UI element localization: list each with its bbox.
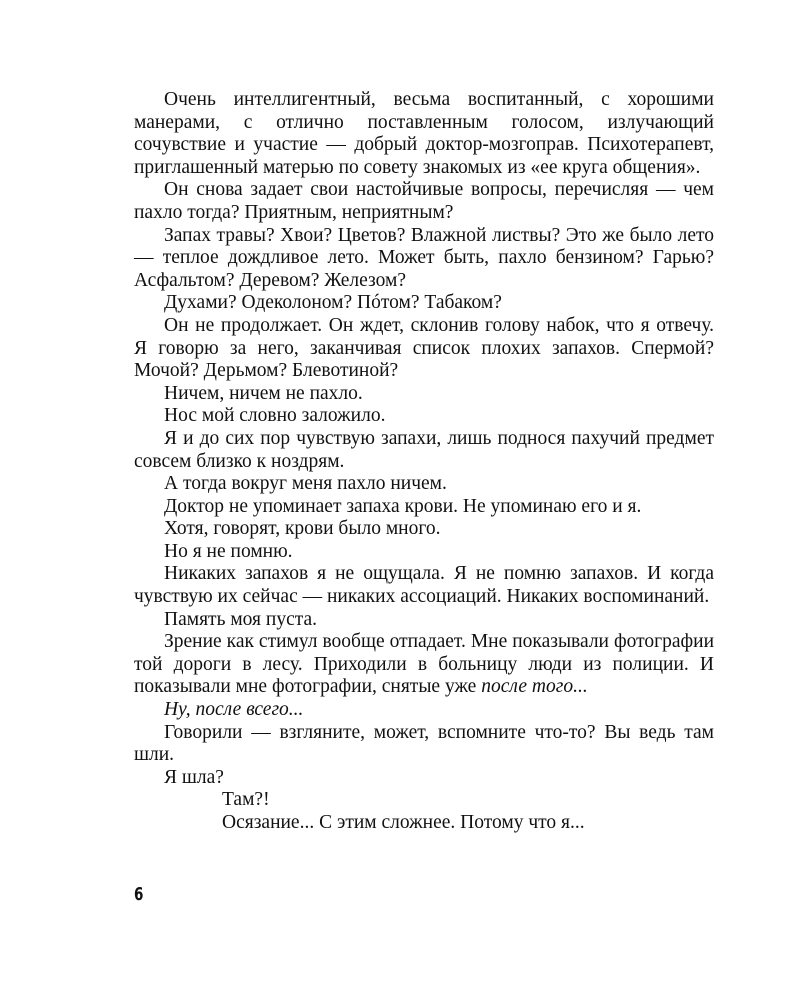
paragraph: Хотя, говорят, крови было много.: [164, 518, 441, 540]
paragraph: Говорили — взгляните, может, вспомните что-то? Вы ведь там шли.: [134, 721, 714, 766]
paragraph: Осязание... С этим сложнее. Потому что я...: [222, 812, 585, 833]
paragraph: Я шла?: [164, 766, 224, 788]
paragraph-text: Зрение как стимул вообще отпадает. Мне показывали фотографии той дороги в лесу. Приходили в больницу люди из полиции. И показывали мне фотографии, снятые уже: [134, 631, 714, 698]
paragraph: Никаких запахов я не ощущала. Я не помню запахов. И когда чувствую их сейчас — никаких ассоциаций. Никаких воспоминаний.: [134, 563, 714, 608]
paragraph: Память моя пуста.: [164, 608, 318, 630]
paragraph: Он не продолжает. Он ждет, склонив голову набок, что я отвечу. Я говорю за него, заканчивая список плохих запахов. Спермой? Мочой? Дерьмом? Блевотиной?: [134, 314, 714, 382]
paragraph: Запах травы? Хвои? Цветов? Влажной листвы? Это же было лето — теплое дождливое лето. Может быть, пахло бензином? Гарью? Асфальтом? Деревом? Железом?: [134, 224, 714, 291]
paragraph: [134, 699, 714, 722]
paragraph: Там?!: [222, 789, 270, 811]
paragraph: Я и до сих пор чувствую запахи, лишь поднося пахучий предмет совсем близко к ноздрям.: [134, 427, 714, 472]
page-number: 6: [134, 884, 144, 905]
paragraph: [134, 631, 714, 699]
paragraph: Нос мой словно заложило.: [164, 405, 386, 427]
paragraph: Очень интеллигентный, весьма воспитанный, с хорошими манерами, с отлично поставленным голосом, излучающий сочувствие и участие — добрый доктор-мозгоправ. Психотерапевт, приглашенный матерью по совету знакомых из «ее круга общения».: [134, 89, 714, 178]
paragraph: А тогда вокруг меня пахло ничем.: [164, 473, 447, 495]
paragraph: Но я не помню.: [164, 540, 293, 562]
paragraph: Духами? Одеколоном? Пóтом? Табаком?: [164, 292, 502, 314]
italic-text: после того...: [481, 676, 588, 698]
paragraph: Ничем, ничем не пахло.: [164, 382, 363, 404]
paragraph: Доктор не упоминает запаха крови. Не упоминаю его и я.: [164, 495, 642, 517]
body-text: [134, 89, 714, 835]
paragraph: Он снова задает свои настойчивые вопросы, перечисляя — чем пахло тогда? Приятным, неприятным?: [134, 179, 714, 223]
italic-text: Ну, после всего...: [164, 699, 304, 721]
